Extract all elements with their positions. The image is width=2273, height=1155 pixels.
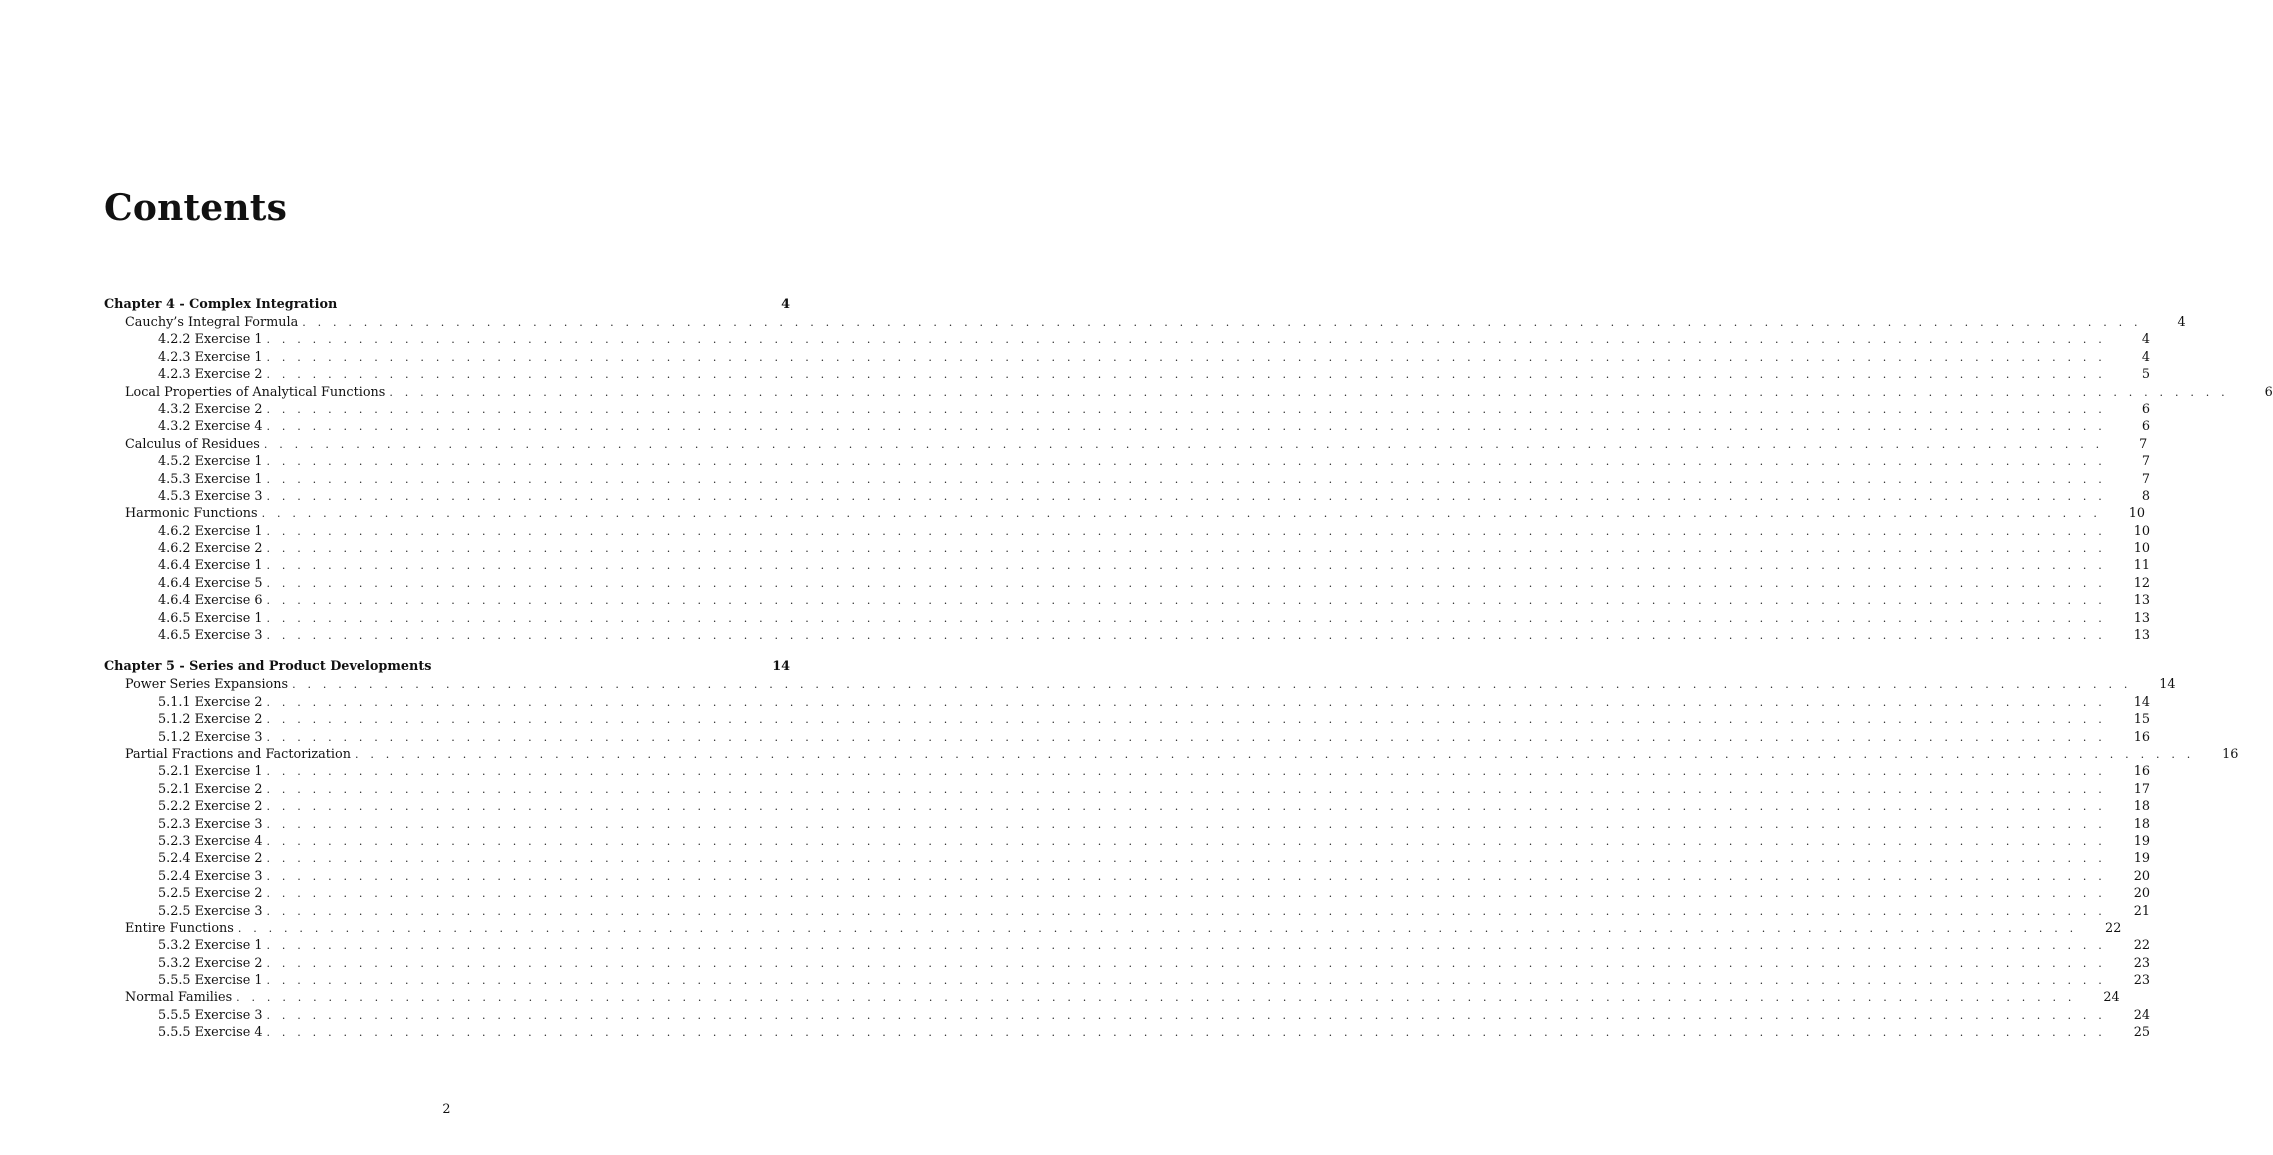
toc-exercise-title: 5.3.2 Exercise 2	[158, 955, 263, 971]
toc-page-number: 19	[2133, 851, 2150, 867]
toc-exercise-entry[interactable]	[104, 540, 2150, 557]
toc-dot-leader: . . . . . . . . . . . . . . . . . . . . . . . . . . . . . . . . . . . . . . . . . . . . . . . . . . . . . . . . . . . . . . . . . . . . . . . . . . . . . . . . . . . . . . . . . . . . . . . . . . . . . . . . . . . . . . . . . . . . . . . .	[266, 939, 2106, 953]
toc-exercise-title: 4.2.3 Exercise 1	[158, 349, 263, 365]
toc-dot-leader: . . . . . . . . . . . . . . . . . . . . . . . . . . . . . . . . . . . . . . . . . . . . . . . . . . . . . . . . . . . . . . . . . . . . . . . . . . . . . . . . . . . . . . . . . . . . . . . . . . . . . . . . . . . . . . . . . . . . . . . .	[266, 611, 2106, 625]
toc-exercise-title: 5.2.3 Exercise 3	[158, 816, 263, 832]
toc-page-number: 7	[2139, 436, 2148, 452]
toc-exercise-entry[interactable]	[104, 488, 2150, 505]
toc-page-number: 23	[2133, 955, 2150, 971]
toc-page-number: 21	[2133, 903, 2150, 919]
toc-exercise-title: 4.5.2 Exercise 1	[158, 454, 263, 470]
toc-page-number: 7	[2141, 454, 2150, 470]
toc-dot-leader: . . . . . . . . . . . . . . . . . . . . . . . . . . . . . . . . . . . . . . . . . . . . . . . . . . . . . . . . . . . . . . . . . . . . . . . . . . . . . . . . . . . . . . . . . . . . . . . . . . . . . . . . . . . . . . . . . . . . . . . .	[389, 385, 2229, 399]
toc-page-number: 16	[2133, 729, 2150, 745]
toc-exercise-entry[interactable]	[104, 331, 2150, 348]
toc-exercise-title: 4.6.2 Exercise 2	[158, 541, 263, 557]
toc-exercise-entry[interactable]	[104, 592, 2150, 609]
toc-exercise-title: 4.6.4 Exercise 6	[158, 593, 263, 609]
toc-page-number: 16	[2222, 746, 2239, 762]
toc-dot-leader: . . . . . . . . . . . . . . . . . . . . . . . . . . . . . . . . . . . . . . . . . . . . . . . . . . . . . . . . . . . . . . . . . . . . . . . . . . . . . . . . . . . . . . . . . . . . . . . . . . . . . . . . . . . . . . . . . . . . . . . .	[302, 316, 2142, 329]
toc-exercise-title: 5.1.2 Exercise 3	[158, 729, 263, 745]
toc-page-number: 13	[2133, 628, 2150, 644]
toc-exercise-title: 5.2.5 Exercise 2	[158, 886, 263, 902]
toc-dot-leader: . . . . . . . . . . . . . . . . . . . . . . . . . . . . . . . . . . . . . . . . . . . . . . . . . . . . . . . . . . . . . . . . . . . . . . . . . . . . . . . . . . . . . . . . . . . . . . . . . . . . . . . . . . . . . . . . . . . . . . . .	[266, 594, 2106, 608]
toc-dot-leader: . . . . . . . . . . . . . . . . . . . . . . . . . . . . . . . . . . . . . . . . . . . . . . . . . . . . . . . . . . . . . . . . . . . . . . . . . . . . . . . . . . . . . . . . . . . . . . . . . . . . . . . . . . . . . . . . . . . . . . . .	[266, 629, 2106, 643]
toc-page-number: 22	[2133, 938, 2150, 954]
toc-chapter-title: Chapter 5 - Series and Product Developments	[104, 659, 432, 675]
toc-dot-leader: . . . . . . . . . . . . . . . . . . . . . . . . . . . . . . . . . . . . . . . . . . . . . . . . . . . . . . . . . . . . . . . . . . . . . . . . . . . . . . . . . . . . . . . . . . . . . . . . . . . . . . . . . . . . . . . . . . . . . . . .	[266, 765, 2106, 779]
toc-section-title: Entire Functions	[125, 920, 234, 936]
toc-dot-leader: . . . . . . . . . . . . . . . . . . . . . . . . . . . . . . . . . . . . . . . . . . . . . . . . . . . . . . . . . . . . . . . . . . . . . . . . . . . . . . . . . . . . . . . . . . . . . . . . . . . . . . . . . . . . . . . . . . . . . . . .	[266, 576, 2106, 590]
toc-exercise-title: 4.5.3 Exercise 3	[158, 488, 263, 504]
toc-section-title: Partial Fractions and Factorization	[125, 746, 351, 762]
toc-dot-leader: . . . . . . . . . . . . . . . . . . . . . . . . . . . . . . . . . . . . . . . . . . . . . . . . . . . . . . . . . . . . . . . . . . . . . . . . . . . . . . . . . . . . . . . . . . . . . . . . . . . . . . . . . . . . . . . . . . . . . . . .	[354, 747, 2195, 761]
toc-dot-leader: . . . . . . . . . . . . . . . . . . . . . . . . . . . . . . . . . . . . . . . . . . . . . . . . . . . . . . . . . . . . . . . . . . . . . . . . . . . . . . . . . . . . . . . . . . . . . . . . . . . . . . . . . . . . . . . . . . . . . . . .	[266, 904, 2106, 918]
page-title: Contents	[104, 187, 288, 229]
toc-exercise-entry[interactable]	[104, 557, 2150, 574]
toc-page-number: 14	[2133, 694, 2150, 710]
toc-dot-leader: . . . . . . . . . . . . . . . . . . . . . . . . . . . . . . . . . . . . . . . . . . . . . . . . . . . . . . . . . . . . . . . . . . . . . . . . . . . . . . . . . . . . . . . . . . . . . . . . . . . . . . . . . . . . . . . . . . . . . . . .	[266, 887, 2106, 901]
toc-dot-leader: . . . . . . . . . . . . . . . . . . . . . . . . . . . . . . . . . . . . . . . . . . . . . . . . . . . . . . . . . . . . . . . . . . . . . . . . . . . . . . . . . . . . . . . . . . . . . . . . . . . . . . . . . . . . . . . . . . . . . . . .	[266, 834, 2106, 848]
toc-page-number: 16	[2133, 764, 2150, 780]
toc-dot-leader: . . . . . . . . . . . . . . . . . . . . . . . . . . . . . . . . . . . . . . . . . . . . . . . . . . . . . . . . . . . . . . . . . . . . . . . . . . . . . . . . . . . . . . . . . . . . . . . . . . . . . . . . . . . . . . . . . . . . . . . .	[266, 730, 2106, 744]
toc-section-title: Power Series Expansions	[125, 677, 289, 693]
toc-dot-leader: . . . . . . . . . . . . . . . . . . . . . . . . . . . . . . . . . . . . . . . . . . . . . . . . . . . . . . . . . . . . . . . . . . . . . . . . . . . . . . . . . . . . . . . . . . . . . . . . . . . . . . . . . . . . . . . . . . . . . . . .	[236, 991, 2076, 1005]
toc-exercise-entry[interactable]	[104, 798, 2150, 815]
toc-exercise-entry[interactable]	[104, 781, 2150, 798]
toc-section-title: Harmonic Functions	[125, 506, 258, 522]
toc-chapter	[104, 296, 2273, 644]
toc-page-number: 11	[2133, 558, 2150, 574]
toc-exercise-entry[interactable]	[104, 610, 2150, 627]
toc-dot-leader: . . . . . . . . . . . . . . . . . . . . . . . . . . . . . . . . . . . . . . . . . . . . . . . . . . . . . . . . . . . . . . . . . . . . . . . . . . . . . . . . . . . . . . . . . . . . . . . . . . . . . . . . . . . . . . . . . . . . . . . .	[266, 472, 2106, 486]
toc-exercise-entry[interactable]	[104, 868, 2150, 885]
toc-exercise-title: 4.3.2 Exercise 2	[158, 401, 263, 417]
toc-exercise-title: 5.2.4 Exercise 2	[158, 851, 263, 867]
toc-exercise-entry[interactable]	[104, 471, 2150, 488]
toc-exercise-title: 5.2.5 Exercise 3	[158, 903, 263, 919]
toc-exercise-entry[interactable]	[104, 453, 2150, 470]
toc-page-number: 14	[2159, 677, 2176, 693]
toc-page-number: 15	[2133, 712, 2150, 728]
toc-page-number: 22	[2105, 920, 2122, 936]
toc-page-number: 20	[2133, 868, 2150, 884]
toc-exercise-title: 5.2.1 Exercise 1	[158, 764, 263, 780]
toc-section-title: Cauchy’s Integral Formula	[125, 315, 299, 330]
toc-exercise-entry[interactable]	[104, 937, 2150, 954]
toc-dot-leader: . . . . . . . . . . . . . . . . . . . . . . . . . . . . . . . . . . . . . . . . . . . . . . . . . . . . . . . . . . . . . . . . . . . . . . . . . . . . . . . . . . . . . . . . . . . . . . . . . . . . . . . . . . . . . . . . . . . . . . . .	[266, 800, 2106, 814]
toc-section-entry[interactable]	[104, 746, 2239, 763]
table-of-contents	[104, 296, 2273, 1056]
toc-page-number: 4	[2177, 315, 2186, 330]
page-number: 2	[442, 1102, 451, 1117]
toc-exercise-entry[interactable]	[104, 972, 2150, 989]
toc-dot-leader: . . . . . . . . . . . . . . . . . . . . . . . . . . . . . . . . . . . . . . . . . . . . . . . . . . . . . . . . . . . . . . . . . . . . . . . . . . . . . . . . . . . . . . . . . . . . . . . . . . . . . . . . . . . . . . . . . . . . . . . .	[266, 1026, 2106, 1040]
toc-chapter-entry[interactable]	[104, 296, 790, 314]
toc-section-entry[interactable]	[104, 920, 2122, 937]
toc-exercise-title: 4.6.2 Exercise 1	[158, 523, 263, 539]
toc-page-number: 23	[2133, 973, 2150, 989]
toc-dot-leader: . . . . . . . . . . . . . . . . . . . . . . . . . . . . . . . . . . . . . . . . . . . . . . . . . . . . . . . . . . . . . . . . . . . . . . . . . . . . . . . . . . . . . . . . . . . . . . . . . . . . . . . . . . . . . . . . . . . . . . . .	[237, 921, 2078, 935]
toc-section-entry[interactable]	[104, 989, 2120, 1006]
toc-exercise-title: 4.6.4 Exercise 1	[158, 558, 263, 574]
toc-exercise-title: 4.6.5 Exercise 1	[158, 610, 263, 626]
toc-dot-leader: . . . . . . . . . . . . . . . . . . . . . . . . . . . . . . . . . . . . . . . . . . . . . . . . . . . . . . . . . . . . . . . . . . . . . . . . . . . . . . . . . . . . . . . . . . . . . . . . . . . . . . . . . . . . . . . . . . . . . . . .	[266, 852, 2106, 866]
toc-dot-leader: . . . . . . . . . . . . . . . . . . . . . . . . . . . . . . . . . . . . . . . . . . . . . . . . . . . . . . . . . . . . . . . . . . . . . . . . . . . . . . . . . . . . . . . . . . . . . . . . . . . . . . . . . . . . . . . . . . . . . . . .	[266, 869, 2106, 883]
toc-page-number: 6	[2264, 384, 2273, 400]
toc-page-number: 8	[2141, 488, 2150, 504]
toc-exercise-title: 5.3.2 Exercise 1	[158, 938, 263, 954]
toc-exercise-entry[interactable]	[104, 349, 2150, 366]
toc-dot-leader: . . . . . . . . . . . . . . . . . . . . . . . . . . . . . . . . . . . . . . . . . . . . . . . . . . . . . . . . . . . . . . . . . . . . . . . . . . . . . . . . . . . . . . . . . . . . . . . . . . . . . . . . . . . . . . . . . . . . . . . .	[266, 402, 2106, 416]
toc-exercise-title: 4.6.4 Exercise 5	[158, 575, 263, 591]
toc-exercise-entry[interactable]	[104, 763, 2150, 780]
toc-page-number: 18	[2133, 799, 2150, 815]
toc-dot-leader: . . . . . . . . . . . . . . . . . . . . . . . . . . . . . . . . . . . . . . . . . . . . . . . . . . . . . . . . . . . . . . . . . . . . . . . . . . . . . . . . . . . . . . . . . . . . . . . . . . . . . . . . . . . . . . . . . . . . . . . .	[266, 524, 2106, 538]
toc-dot-leader: . . . . . . . . . . . . . . . . . . . . . . . . . . . . . . . . . . . . . . . . . . . . . . . . . . . . . . . . . . . . . . . . . . . . . . . . . . . . . . . . . . . . . . . . . . . . . . . . . . . . . . . . . . . . . . . . . . . . . . . .	[266, 420, 2106, 434]
toc-page-number: 20	[2133, 886, 2150, 902]
toc-section-entry[interactable]	[104, 314, 2186, 331]
toc-dot-leader: . . . . . . . . . . . . . . . . . . . . . . . . . . . . . . . . . . . . . . . . . . . . . . . . . . . . . . . . . . . . . . . . . . . . . . . . . . . . . . . . . . . . . . . . . . . . . . . . . . . . . . . . . . . . . . . . . . . . . . . .	[266, 350, 2106, 364]
toc-page-number: 4	[2141, 332, 2150, 348]
toc-exercise-entry[interactable]	[104, 955, 2150, 972]
toc-page-number: 12	[2133, 575, 2150, 591]
toc-section-entry[interactable]	[104, 505, 2146, 522]
toc-dot-leader: . . . . . . . . . . . . . . . . . . . . . . . . . . . . . . . . . . . . . . . . . . . . . . . . . . . . . . . . . . . . . . . . . . . . . . . . . . . . . . . . . . . . . . . . . . . . . . . . . . . . . . . . . . . . . . . . . . . . . . . .	[266, 974, 2106, 988]
toc-dot-leader: . . . . . . . . . . . . . . . . . . . . . . . . . . . . . . . . . . . . . . . . . . . . . . . . . . . . . . . . . . . . . . . . . . . . . . . . . . . . . . . . . . . . . . . . . . . . . . . . . . . . . . . . . . . . . . . . . . . . . . . .	[266, 559, 2106, 573]
toc-exercise-entry[interactable]	[104, 1024, 2150, 1041]
toc-exercise-title: 5.2.4 Exercise 3	[158, 868, 263, 884]
toc-dot-leader: . . . . . . . . . . . . . . . . . . . . . . . . . . . . . . . . . . . . . . . . . . . . . . . . . . . . . . . . . . . . . . . . . . . . . . . . . . . . . . . . . . . . . . . . . . . . . . . . . . . . . . . . . . . . . . . . . . . . . . . .	[263, 437, 2104, 451]
toc-exercise-title: 5.2.3 Exercise 4	[158, 833, 263, 849]
toc-page-number: 10	[2128, 506, 2146, 522]
toc-dot-leader: . . . . . . . . . . . . . . . . . . . . . . . . . . . . . . . . . . . . . . . . . . . . . . . . . . . . . . . . . . . . . . . . . . . . . . . . . . . . . . . . . . . . . . . . . . . . . . . . . . . . . . . . . . . . . . . . . . . . . . . .	[266, 782, 2106, 796]
toc-exercise-title: 4.2.2 Exercise 1	[158, 332, 263, 348]
toc-exercise-title: 5.5.5 Exercise 3	[158, 1007, 263, 1023]
toc-exercise-entry[interactable]	[104, 366, 2150, 383]
toc-page-number: 4	[781, 297, 790, 312]
toc-exercise-entry[interactable]	[104, 401, 2150, 418]
toc-dot-leader: . . . . . . . . . . . . . . . . . . . . . . . . . . . . . . . . . . . . . . . . . . . . . . . . . . . . . . . . . . . . . . . . . . . . . . . . . . . . . . . . . . . . . . . . . . . . . . . . . . . . . . . . . . . . . . . . . . . . . . . .	[266, 455, 2106, 469]
toc-exercise-title: 5.5.5 Exercise 4	[158, 1025, 263, 1041]
toc-exercise-title: 5.1.2 Exercise 2	[158, 712, 263, 728]
toc-page-number: 24	[2133, 1007, 2150, 1023]
toc-exercise-entry[interactable]	[104, 850, 2150, 867]
toc-dot-leader: . . . . . . . . . . . . . . . . . . . . . . . . . . . . . . . . . . . . . . . . . . . . . . . . . . . . . . . . . . . . . . . . . . . . . . . . . . . . . . . . . . . . . . . . . . . . . . . . . . . . . . . . . . . . . . . . . . . . . . . .	[266, 695, 2106, 709]
toc-page-number: 14	[772, 659, 790, 675]
toc-page-number: 13	[2133, 610, 2150, 626]
toc-exercise-entry[interactable]	[104, 711, 2150, 728]
toc-page-number: 10	[2133, 523, 2150, 539]
toc-exercise-title: 4.2.3 Exercise 2	[158, 367, 263, 383]
toc-page-number: 4	[2141, 349, 2150, 365]
toc-exercise-title: 5.1.1 Exercise 2	[158, 694, 263, 710]
toc-page-number: 6	[2141, 401, 2150, 417]
toc-page-number: 25	[2133, 1025, 2150, 1041]
toc-dot-leader: . . . . . . . . . . . . . . . . . . . . . . . . . . . . . . . . . . . . . . . . . . . . . . . . . . . . . . . . . . . . . . . . . . . . . . . . . . . . . . . . . . . . . . . . . . . . . . . . . . . . . . . . . . . . . . . . . . . . . . . .	[266, 542, 2106, 556]
toc-exercise-entry[interactable]	[104, 1007, 2150, 1024]
toc-exercise-entry[interactable]	[104, 729, 2150, 746]
toc-page-number: 24	[2103, 990, 2120, 1006]
toc-page-number: 19	[2133, 833, 2150, 849]
toc-dot-leader: . . . . . . . . . . . . . . . . . . . . . . . . . . . . . . . . . . . . . . . . . . . . . . . . . . . . . . . . . . . . . . . . . . . . . . . . . . . . . . . . . . . . . . . . . . . . . . . . . . . . . . . . . . . . . . . . . . . . . . . .	[266, 1008, 2106, 1022]
toc-section-entry[interactable]	[104, 676, 2176, 693]
toc-exercise-entry[interactable]	[104, 903, 2150, 920]
toc-page-number: 5	[2141, 367, 2150, 383]
toc-exercise-entry[interactable]	[104, 816, 2150, 833]
toc-exercise-entry[interactable]	[104, 694, 2150, 711]
toc-exercise-entry[interactable]	[104, 575, 2150, 592]
toc-exercise-title: 4.6.5 Exercise 3	[158, 628, 263, 644]
toc-exercise-entry[interactable]	[104, 885, 2150, 902]
toc-dot-leader: . . . . . . . . . . . . . . . . . . . . . . . . . . . . . . . . . . . . . . . . . . . . . . . . . . . . . . . . . . . . . . . . . . . . . . . . . . . . . . . . . . . . . . . . . . . . . . . . . . . . . . . . . . . . . . . . . . . . . . . .	[266, 333, 2106, 347]
toc-dot-leader: . . . . . . . . . . . . . . . . . . . . . . . . . . . . . . . . . . . . . . . . . . . . . . . . . . . . . . . . . . . . . . . . . . . . . . . . . . . . . . . . . . . . . . . . . . . . . . . . . . . . . . . . . . . . . . . . . . . . . . . .	[266, 489, 2106, 503]
toc-exercise-title: 5.5.5 Exercise 1	[158, 973, 263, 989]
toc-page-number: 13	[2133, 593, 2150, 609]
toc-chapter	[104, 658, 2239, 1041]
toc-page-number: 18	[2133, 816, 2150, 832]
toc-section-title: Calculus of Residues	[125, 436, 260, 452]
toc-exercise-entry[interactable]	[104, 523, 2150, 540]
toc-exercise-title: 5.2.2 Exercise 2	[158, 799, 263, 815]
toc-chapter-entry[interactable]	[104, 658, 790, 676]
toc-section-title: Local Properties of Analytical Functions	[125, 384, 386, 400]
toc-dot-leader: . . . . . . . . . . . . . . . . . . . . . . . . . . . . . . . . . . . . . . . . . . . . . . . . . . . . . . . . . . . . . . . . . . . . . . . . . . . . . . . . . . . . . . . . . . . . . . . . . . . . . . . . . . . . . . . . . . . . . . . .	[292, 678, 2132, 692]
toc-dot-leader: . . . . . . . . . . . . . . . . . . . . . . . . . . . . . . . . . . . . . . . . . . . . . . . . . . . . . . . . . . . . . . . . . . . . . . . . . . . . . . . . . . . . . . . . . . . . . . . . . . . . . . . . . . . . . . . . . . . . . . . .	[266, 368, 2106, 382]
toc-dot-leader: . . . . . . . . . . . . . . . . . . . . . . . . . . . . . . . . . . . . . . . . . . . . . . . . . . . . . . . . . . . . . . . . . . . . . . . . . . . . . . . . . . . . . . . . . . . . . . . . . . . . . . . . . . . . . . . . . . . . . . . .	[266, 956, 2106, 970]
toc-exercise-entry[interactable]	[104, 627, 2150, 644]
toc-chapter-title: Chapter 4 - Complex Integration	[104, 297, 338, 312]
toc-dot-leader: . . . . . . . . . . . . . . . . . . . . . . . . . . . . . . . . . . . . . . . . . . . . . . . . . . . . . . . . . . . . . . . . . . . . . . . . . . . . . . . . . . . . . . . . . . . . . . . . . . . . . . . . . . . . . . . . . . . . . . . .	[266, 817, 2106, 831]
toc-dot-leader: . . . . . . . . . . . . . . . . . . . . . . . . . . . . . . . . . . . . . . . . . . . . . . . . . . . . . . . . . . . . . . . . . . . . . . . . . . . . . . . . . . . . . . . . . . . . . . . . . . . . . . . . . . . . . . . . . . . . . . . .	[261, 507, 2102, 521]
toc-section-entry[interactable]	[104, 436, 2148, 453]
toc-page-number: 7	[2141, 471, 2150, 487]
toc-exercise-title: 4.3.2 Exercise 4	[158, 419, 263, 435]
toc-exercise-entry[interactable]	[104, 418, 2150, 435]
toc-section-title: Normal Families	[125, 990, 233, 1006]
toc-dot-leader: . . . . . . . . . . . . . . . . . . . . . . . . . . . . . . . . . . . . . . . . . . . . . . . . . . . . . . . . . . . . . . . . . . . . . . . . . . . . . . . . . . . . . . . . . . . . . . . . . . . . . . . . . . . . . . . . . . . . . . . .	[266, 713, 2106, 727]
toc-page-number: 17	[2133, 781, 2150, 797]
toc-exercise-title: 4.5.3 Exercise 1	[158, 471, 263, 487]
toc-exercise-entry[interactable]	[104, 833, 2150, 850]
toc-exercise-title: 5.2.1 Exercise 2	[158, 781, 263, 797]
toc-section-entry[interactable]	[104, 384, 2273, 401]
toc-page-number: 6	[2141, 419, 2150, 435]
toc-page-number: 10	[2133, 541, 2150, 557]
